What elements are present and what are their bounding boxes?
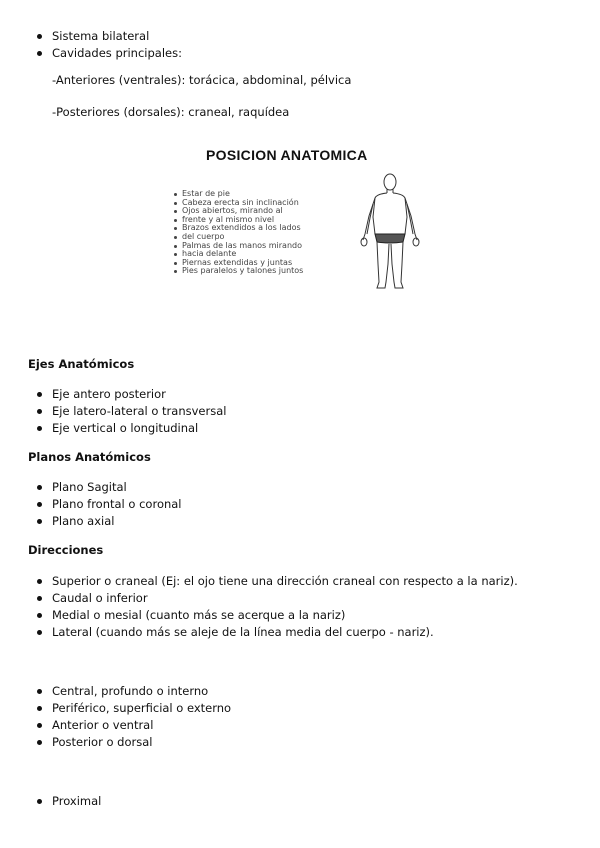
- planos-heading: Planos Anatómicos: [28, 450, 151, 464]
- figure-list-item: Palmas de las manos mirando: [172, 242, 303, 251]
- cavidades-anteriores: -Anteriores (ventrales): torácica, abdominal, pélvica: [52, 73, 352, 87]
- figure-list: [172, 190, 303, 276]
- list-item: Superior o craneal (Ej: el ojo tiene una dirección craneal con respecto a la nariz).: [28, 573, 518, 590]
- list-item: Plano axial: [28, 513, 182, 530]
- list-item: Caudal o inferior: [28, 590, 518, 607]
- human-figure-illustration: [355, 172, 425, 292]
- list-item: Posterior o dorsal: [28, 734, 231, 751]
- figure-list-item: del cuerpo: [172, 233, 303, 242]
- figure-list-item: Pies paralelos y talones juntos: [172, 267, 303, 276]
- figure-list-item: Ojos abiertos, mirando al: [172, 207, 303, 216]
- list-item: Eje vertical o longitudinal: [28, 420, 226, 437]
- figure-list-item: frente y al mismo nivel: [172, 216, 303, 225]
- list-item: Eje latero-lateral o transversal: [28, 403, 226, 420]
- planos-list: [28, 479, 182, 530]
- list-item: Proximal: [28, 793, 101, 810]
- direcciones-list: [28, 573, 518, 641]
- list-item: Plano frontal o coronal: [28, 496, 182, 513]
- cavidades-posteriores: -Posteriores (dorsales): craneal, raquídea: [52, 105, 290, 119]
- figure-list-item: Piernas extendidas y juntas: [172, 259, 303, 268]
- list-item: Central, profundo o interno: [28, 683, 231, 700]
- ejes-list: [28, 386, 226, 437]
- ejes-heading: Ejes Anatómicos: [28, 357, 135, 371]
- direcciones-list-3: [28, 793, 101, 810]
- list-item: Medial o mesial (cuanto más se acerque a la nariz): [28, 607, 518, 624]
- list-item: Plano Sagital: [28, 479, 182, 496]
- figure-list-item: Brazos extendidos a los lados: [172, 224, 303, 233]
- figure-list-item: Cabeza erecta sin inclinación: [172, 199, 303, 208]
- intro-list: [28, 28, 182, 62]
- figure-list-item: hacia delante: [172, 250, 303, 259]
- list-item: Sistema bilateral: [28, 28, 182, 45]
- list-item: Periférico, superficial o externo: [28, 700, 231, 717]
- list-item: Lateral (cuando más se aleje de la línea media del cuerpo - nariz).: [28, 624, 518, 641]
- figure-list-item: Estar de pie: [172, 190, 303, 199]
- direcciones-heading: Direcciones: [28, 543, 104, 557]
- list-item: Anterior o ventral: [28, 717, 231, 734]
- list-item: Eje antero posterior: [28, 386, 226, 403]
- list-item: Cavidades principales:: [28, 45, 182, 62]
- figure-title: POSICION ANATOMICA: [206, 147, 368, 163]
- direcciones-list-2: [28, 683, 231, 751]
